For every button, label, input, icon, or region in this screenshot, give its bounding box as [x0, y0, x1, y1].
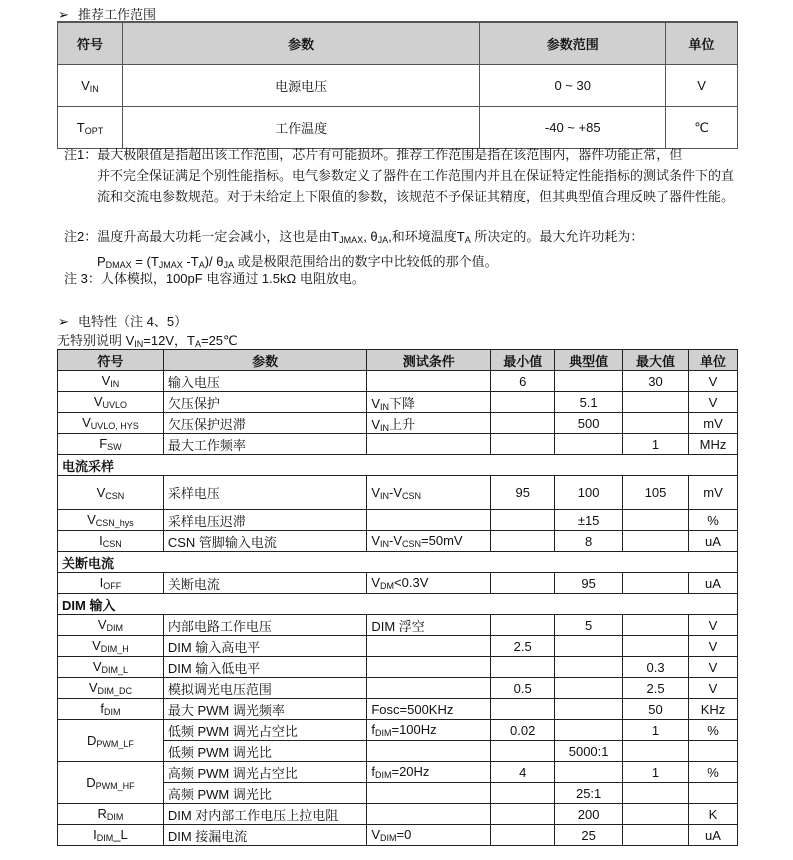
table-row: 低频 PWM 调光比 5000:1	[58, 741, 738, 762]
arrow-bullet-icon: ➢	[58, 7, 69, 22]
electrical-characteristics-table	[57, 349, 738, 846]
table-row: $V_{DIM\_L}$ DIM 输入低电平 0.3 V	[58, 657, 738, 678]
param-cell: 电源电压	[122, 65, 479, 107]
header-cell: 参数	[122, 23, 479, 65]
param-cell: 工作温度	[122, 107, 479, 149]
group-row: DIM 输入	[58, 594, 738, 615]
table-row: $I_{DIM}\_L$ DIM 接漏电流 $V_{DIM}=0$ 25 uA	[58, 825, 738, 846]
table-row: $I_{CSN}$ CSN 管脚输入电流 $V_{IN}-V_{CSN}=50mV$ 8 uA	[58, 531, 738, 552]
header-cell: 符号	[58, 23, 123, 65]
arrow-bullet-icon: ➢	[58, 314, 69, 329]
note-2: 注2：温度升高最大功耗一定会减小，这也是由$T_{JMAX}$, $\theta_{JA}$,和环境温度$T_A$ 所决定的。最大允许功耗为： $P_{DMAX} = (T_{JMAX}$ $-T_A)/$ $\theta_{JA}$ 或是极限范围给出的数字中比较低的那个值。	[64, 229, 644, 270]
table-row: $V_{CSN}$ 采样电压 $V_{IN}-V_{CSN}$ 95 100 105 mV	[58, 476, 738, 510]
table-row: $R_{DIM}$ DIM 对内部工作电压上拉电阻 200 K	[58, 804, 738, 825]
range-cell: 0 ~ 30	[480, 65, 666, 107]
table-row: $V_{DIM}$ 内部电路工作电压 DIM 浮空 5 V	[58, 615, 738, 636]
table-row: $V_{CSN\_hys}$ 采样电压迟滞 ±15 %	[58, 510, 738, 531]
table-row: 高频 PWM 调光比 25:1	[58, 783, 738, 804]
section-heading-recommended: ➢ 推荐工作范围	[58, 7, 157, 22]
unit-cell: V	[666, 65, 738, 107]
table-row: $V_{IN}$ 输入电压 6 30 V	[58, 371, 738, 392]
note-3: 注 3：人体模拟，100pF 电容通过 1.5kΩ 电阻放电。	[64, 271, 365, 286]
header-cell: 参数范围	[480, 23, 666, 65]
table-header-row: 符号 参数 测试条件 最小值 典型值 最大值 单位	[58, 350, 738, 371]
header-cell: 单位	[666, 23, 738, 65]
group-row: 关断电流	[58, 552, 738, 573]
section-heading-electrical: ➢ 电特性（注 4、5）	[58, 314, 188, 329]
recommended-range-table	[57, 22, 738, 149]
table-row: $D_{PWM\_HF}$ 高频 PWM 调光占空比 $f_{DIM}=20Hz$ 4 1 %	[58, 762, 738, 783]
test-condition-line: 无特别说明 $V_{IN}=12V$，$T_A=25℃$	[57, 333, 238, 349]
unit-cell: ℃	[666, 107, 738, 149]
table-row	[58, 107, 738, 149]
table-row: $V_{UVLO, HYS}$ 欠压保护迟滞 $V_{IN}$上升 500 mV	[58, 413, 738, 434]
table-row: $V_{DIM\_DC}$ 模拟调光电压范围 0.5 2.5 V	[58, 678, 738, 699]
table-row: $V_{DIM\_H}$ DIM 输入高电平 2.5 V	[58, 636, 738, 657]
symbol-cell: $V_{IN}$	[58, 65, 123, 107]
symbol-cell: $T_{OPT}$	[58, 107, 123, 149]
range-cell: -40 ~ +85	[480, 107, 666, 149]
table-row: $f_{DIM}$ 最大 PWM 调光频率 Fosc=500KHz 50 KHz	[58, 699, 738, 720]
table-row: $V_{UVLO}$ 欠压保护 $V_{IN}$下降 5.1 V	[58, 392, 738, 413]
table-row: $F_{SW}$ 最大工作频率 1 MHz	[58, 434, 738, 455]
table-row: $D_{PWM\_LF}$ 低频 PWM 调光占空比 $f_{DIM}=100Hz$ 0.02 1 %	[58, 720, 738, 741]
table-row: $I_{OFF}$ 关断电流 $V_{DM}<0.3V$ 95 uA	[58, 573, 738, 594]
table-header-row	[58, 23, 738, 65]
group-row: 电流采样	[58, 455, 738, 476]
table-row	[58, 65, 738, 107]
note-1: 注1：最大极限值是指超出该工作范围，芯片有可能损坏。推荐工作范围是指在该范围内，器件功能正常，但 并不完全保证满足个别性能指标。电气参数定义了器件在工作范围内并且在保证特定性能指标的测试条件下的直流和交流电参数规范。对于未给定上下限值的参数，该规范不予保证其精度，但其典型值合理反映了器件性能。	[64, 147, 735, 204]
